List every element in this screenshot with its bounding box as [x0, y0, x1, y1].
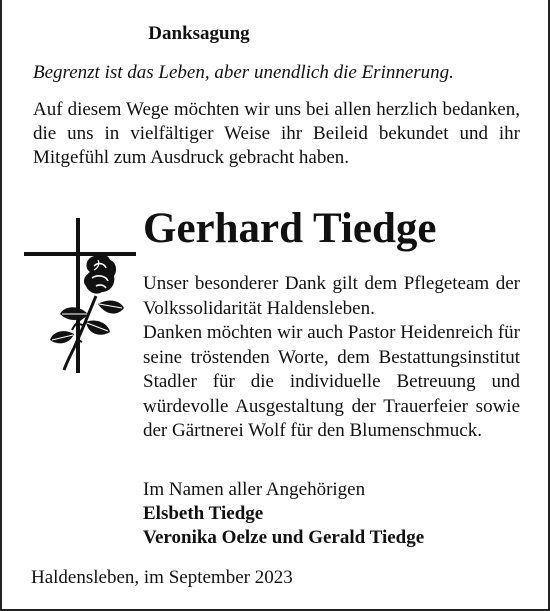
thanks-paragraph-2: Danken möchten wir auch Pastor Heidenreich für seine tröstenden Worte, dem Bestattungsinstitut Stadler für die individuelle Betreuung und würdevolle Ausgestaltung der Trauerfeier sowie der Gärtnerei Wolf für den Blumenschmuck.: [143, 322, 520, 441]
signature-block: [143, 478, 523, 550]
signature-intro: Im Namen aller Angehörigen: [143, 479, 366, 500]
thanks-section: [143, 272, 520, 444]
intro-paragraph: Auf diesem Wege möchten wir uns bei allen herzlich bedanken, die uns in vielfältiger Weise ihr Beileid bekundet und ihr Mitgefühl zum Ausdruck gebracht haben.: [33, 99, 520, 168]
notice-heading: Danksagung: [148, 23, 250, 44]
motto-text: Begrenzt ist das Leben, aber unendlich die Erinnerung.: [33, 62, 454, 83]
cross-with-rose-icon: [24, 218, 142, 373]
signature-name-2: Veronika Oelze und Gerald Tiedge: [143, 527, 425, 548]
deceased-name: Gerhard Tiedge: [143, 205, 437, 252]
place-date: Haldensleben, im September 2023: [31, 567, 293, 588]
signature-name-1: Elsbeth Tiedge: [143, 503, 264, 524]
thanks-paragraph-1: Unser besonderer Dank gilt dem Pflegeteam der Volkssolidarität Haldensleben.: [143, 273, 520, 319]
